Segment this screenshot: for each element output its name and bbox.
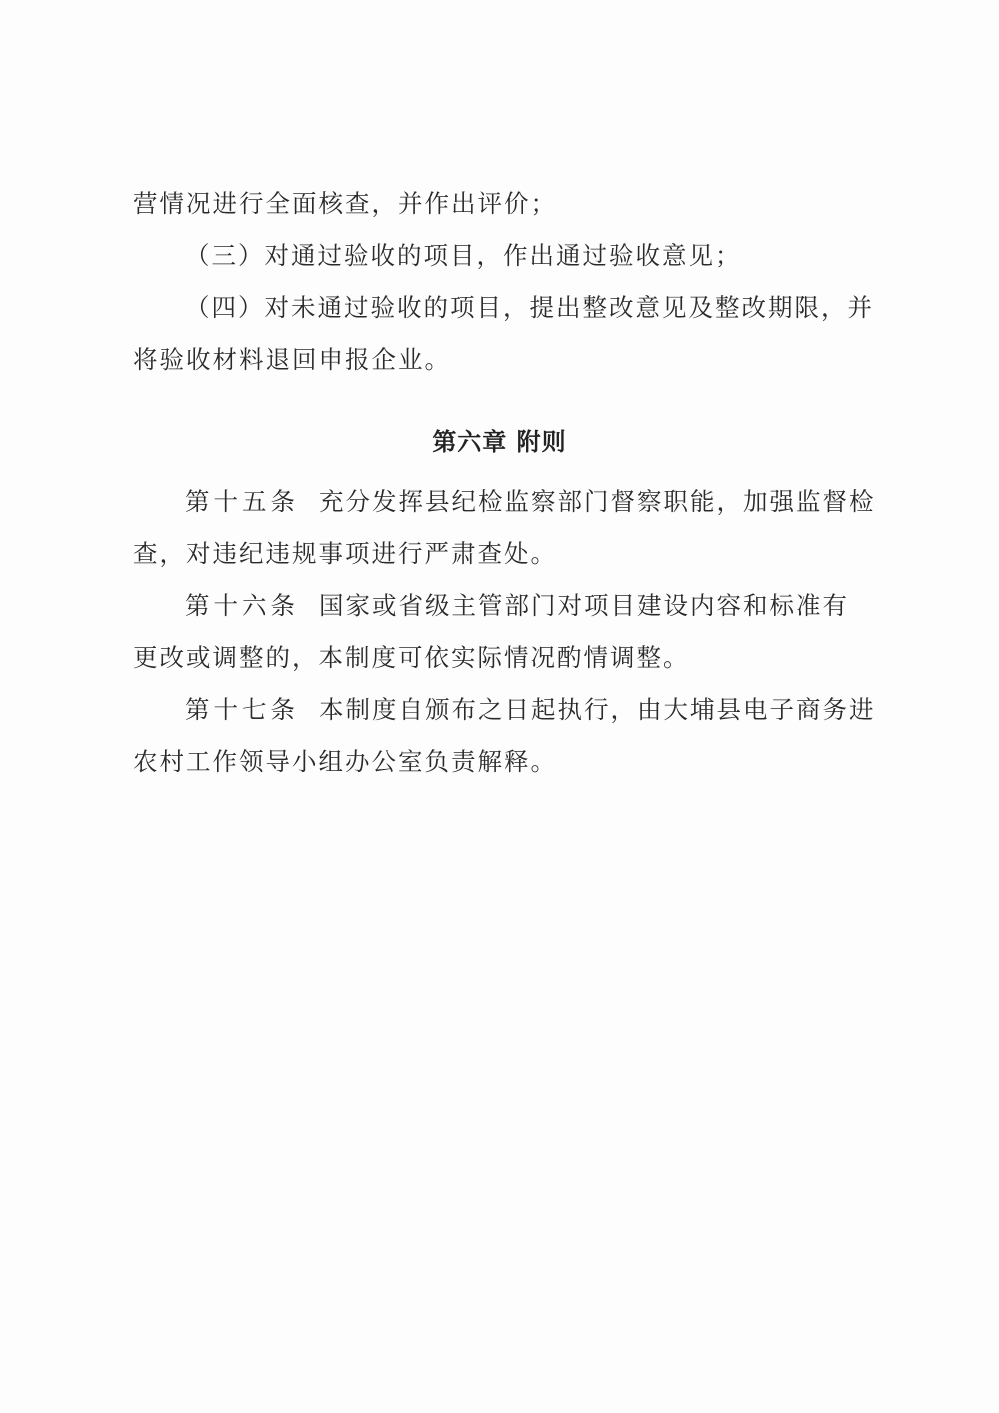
- article-number: 第十六条: [185, 591, 299, 620]
- article-number: 第十七条: [185, 695, 299, 724]
- item-4-line-2: 将验收材料退回申报企业。: [133, 345, 451, 374]
- item-4-line-1: （四）对未通过验收的项目，提出整改意见及整改期限，并: [185, 293, 874, 322]
- article-text: 本制度自颁布之日起执行，由大埔县电子商务进: [319, 695, 876, 724]
- article-16-line-2: 更改或调整的，本制度可依实际情况酌情调整。: [133, 643, 690, 672]
- article-17-line-1: [133, 684, 878, 736]
- article-16-line-1: [133, 580, 878, 632]
- chapter-heading: 第六章 附则: [432, 428, 567, 456]
- paragraph-line: 营情况进行全面核查，并作出评价；: [133, 189, 557, 218]
- section5-continuation: [133, 178, 878, 386]
- article-number: 第十五条: [185, 487, 299, 516]
- article-15-line-2: 查，对违纪违规事项进行严肃查处。: [133, 539, 557, 568]
- article-text: 国家或省级主管部门对项目建设内容和标准有: [319, 591, 849, 620]
- article-15-line-1: [133, 476, 878, 528]
- chapter6-body: [133, 476, 878, 788]
- article-text: 充分发挥县纪检监察部门督察职能，加强监督检: [319, 487, 876, 516]
- item-3: （三）对通过验收的项目，作出通过验收意见；: [185, 241, 742, 270]
- article-17-line-2: 农村工作领导小组办公室负责解释。: [133, 747, 557, 776]
